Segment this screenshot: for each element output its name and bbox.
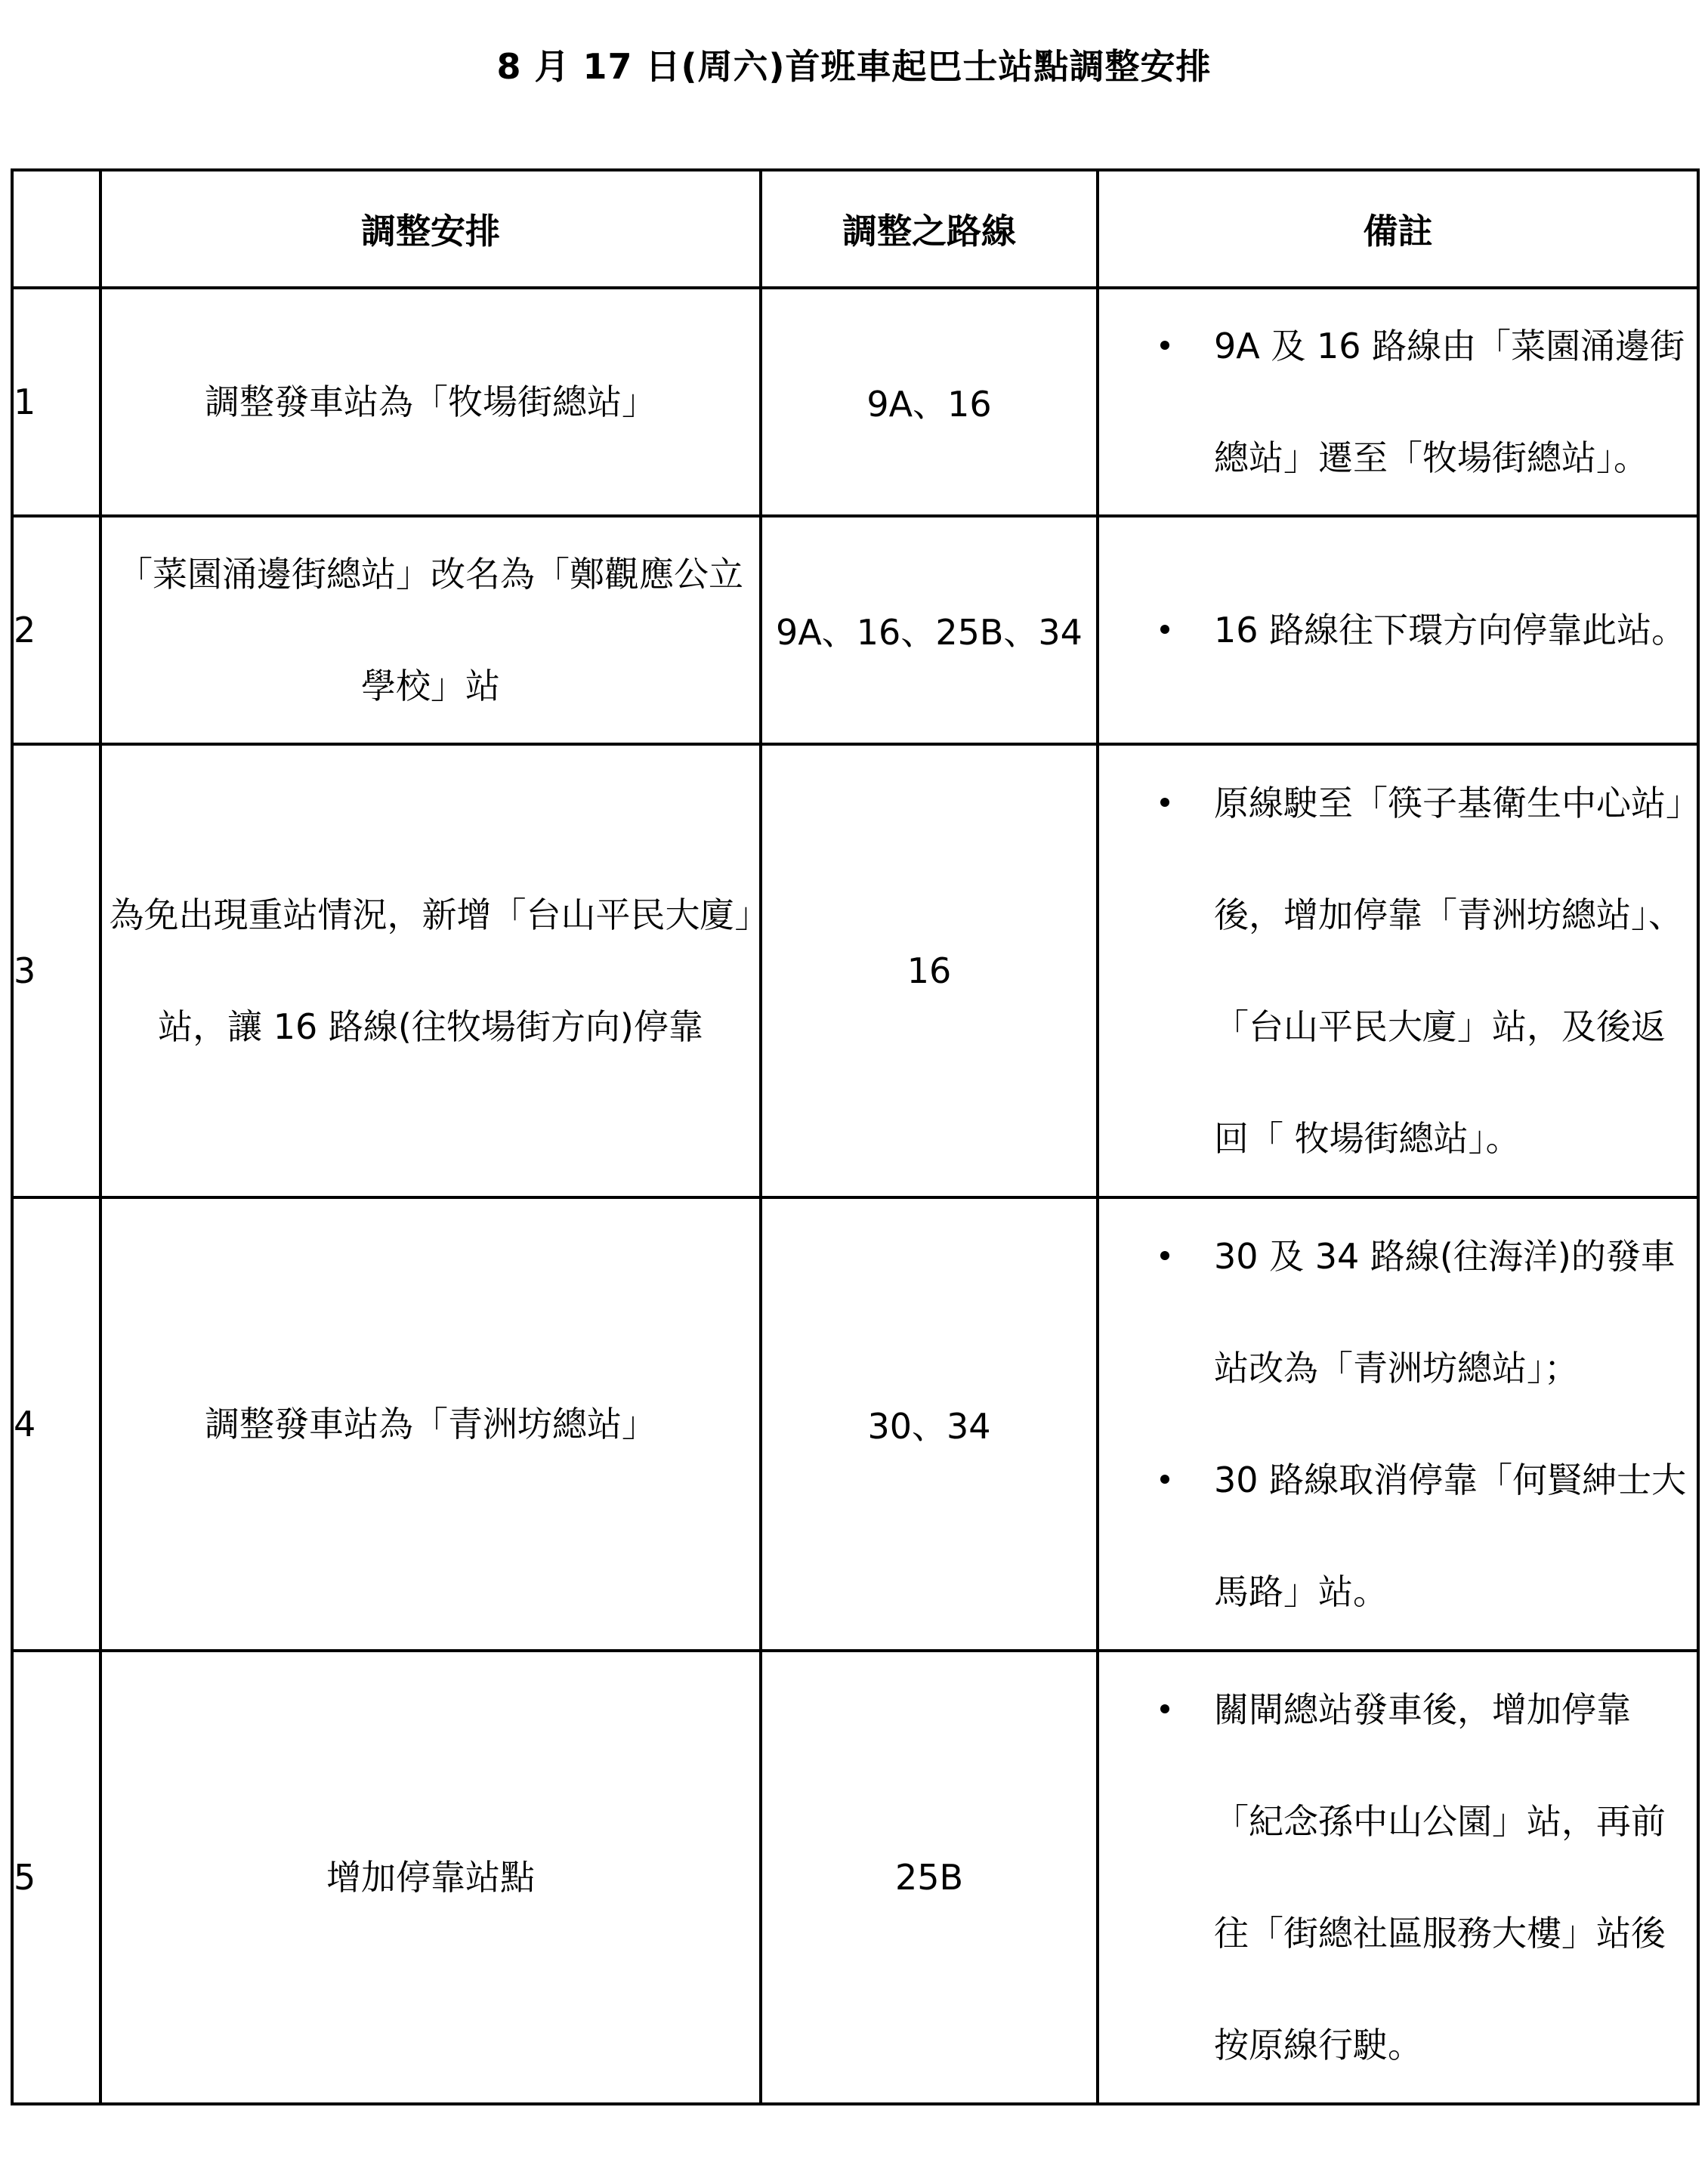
note-item: 原線駛至「筷子基衛生中心站」後，增加停靠「青洲坊總站」、「台山平民大廈」站，及後返回「 牧場街總站」。 (1099, 747, 1697, 1194)
notes-list (1099, 290, 1697, 514)
adjustment-table (11, 168, 1700, 2105)
row-index: 2 (12, 516, 100, 744)
row-routes: 9A、16、25B、34 (761, 516, 1098, 744)
table-row (12, 744, 1698, 1197)
row-notes (1098, 288, 1698, 516)
note-item: 30 及 34 路線(往海洋)的發車站改為「青洲坊總站」； (1099, 1200, 1697, 1424)
header-index (12, 170, 100, 288)
header-routes: 調整之路線 (761, 170, 1098, 288)
note-item: 30 路線取消停靠「何賢紳士大馬路」站。 (1099, 1424, 1697, 1648)
row-notes (1098, 1197, 1698, 1651)
table-header-row (12, 170, 1698, 288)
notes-list (1099, 1654, 1697, 2101)
table-row (12, 1197, 1698, 1651)
page-title: 8 月 17 日(周六)首班車起巴士站點調整安排 (496, 46, 1212, 87)
row-index: 5 (12, 1651, 100, 2104)
row-routes: 30、34 (761, 1197, 1098, 1651)
note-item: 16 路線往下環方向停靠此站。 (1099, 574, 1697, 686)
table-row (12, 1651, 1698, 2104)
row-routes: 9A、16 (761, 288, 1098, 516)
row-arrangement: 「菜園涌邊街總站」改名為「鄭觀應公立學校」站 (100, 516, 761, 744)
row-index: 1 (12, 288, 100, 516)
note-item: 關閘總站發車後，增加停靠「紀念孫中山公園」站，再前往「街總社區服務大樓」站後按原線行駛。 (1099, 1654, 1697, 2101)
row-arrangement: 調整發車站為「牧場街總站」 (100, 288, 761, 516)
row-notes (1098, 1651, 1698, 2104)
notes-list (1099, 1200, 1697, 1648)
table-row (12, 288, 1698, 516)
row-arrangement: 調整發車站為「青洲坊總站」 (100, 1197, 761, 1651)
header-arrangement: 調整安排 (100, 170, 761, 288)
row-routes: 16 (761, 744, 1098, 1197)
note-item: 9A 及 16 路線由「菜園涌邊街總站」遷至「牧場街總站」。 (1099, 290, 1697, 514)
table-row (12, 516, 1698, 744)
notes-list (1099, 747, 1697, 1194)
row-notes (1098, 516, 1698, 744)
notes-list (1099, 574, 1697, 686)
row-routes: 25B (761, 1651, 1098, 2104)
row-arrangement: 增加停靠站點 (100, 1651, 761, 2104)
row-index: 3 (12, 744, 100, 1197)
header-notes: 備註 (1098, 170, 1698, 288)
row-notes (1098, 744, 1698, 1197)
row-index: 4 (12, 1197, 100, 1651)
row-arrangement: 為免出現重站情況，新增「台山平民大廈」站，讓 16 路線(往牧場街方向)停靠 (100, 744, 761, 1197)
